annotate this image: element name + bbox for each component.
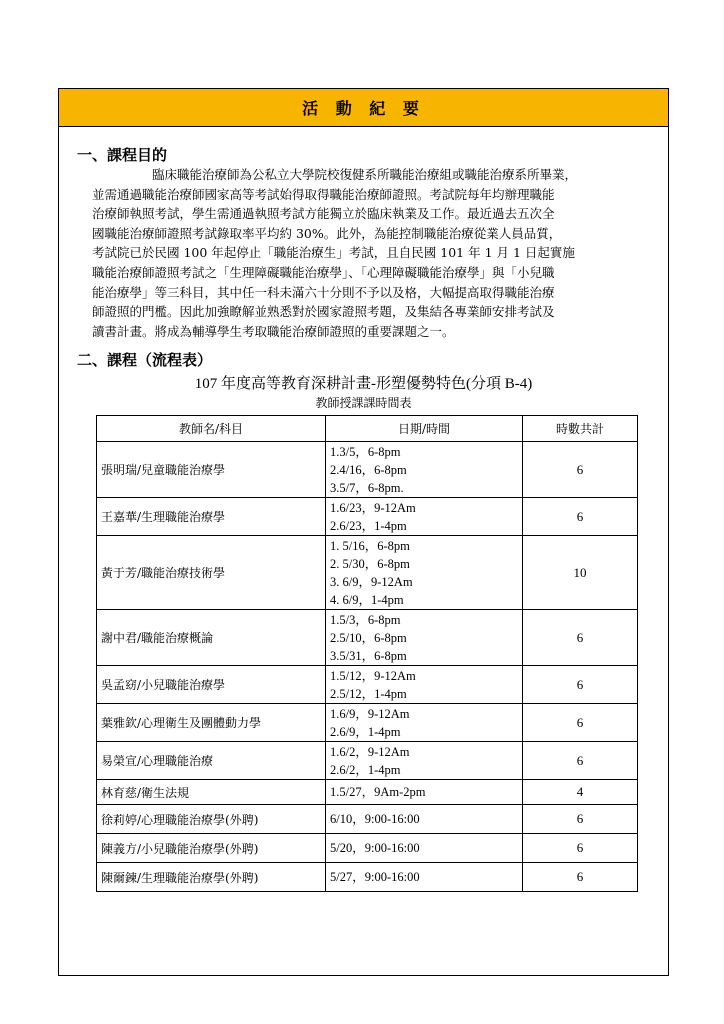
- date-cell: [326, 442, 523, 498]
- date-entry: 3. 6/9，9-12Am: [330, 574, 413, 589]
- hours-cell: 6: [523, 704, 638, 742]
- table-row: [97, 742, 638, 780]
- hours-cell: 6: [523, 805, 638, 834]
- table-row: [97, 610, 638, 666]
- date-cell: [326, 536, 523, 610]
- paragraph-line: 並需通過職能治療師國家高等考試始得取得職能治療師證照。考試院每年均辦理職能: [92, 186, 555, 202]
- teacher-cell: 陳義方/小兒職能治療學(外聘): [97, 834, 326, 863]
- hours-cell: 4: [523, 780, 638, 805]
- hours-cell: 6: [523, 498, 638, 536]
- date-entry: 2.6/23，1-4pm: [330, 518, 407, 533]
- date-entry: 3.5/7，6-8pm.: [330, 480, 404, 495]
- date-cell: [326, 780, 523, 805]
- hours-cell: 6: [523, 834, 638, 863]
- column-header-date: 日期/時間: [326, 416, 523, 442]
- hours-cell: 6: [523, 863, 638, 892]
- date-entry: 6/10，9:00-16:00: [330, 812, 420, 826]
- date-cell: [326, 834, 523, 863]
- banner-title: 活 動 紀 要: [59, 89, 668, 127]
- table-row: [97, 863, 638, 892]
- paragraph-line: 考試院已於民國 100 年起停止「職能治療生」考試，且自民國 101 年 1 月 1 日起實施: [92, 245, 575, 261]
- teacher-cell: 徐莉婷/心理職能治療學(外聘): [97, 805, 326, 834]
- table-body: [97, 442, 638, 892]
- table-row: [97, 780, 638, 805]
- table-row: [97, 666, 638, 704]
- teacher-cell: 謝中君/職能治療概論: [97, 610, 326, 666]
- paragraph-line: 師證照的門檻。因此加強瞭解並熟悉對於國家證照考題，及集結各專業師安排考試及: [92, 304, 555, 320]
- hours-cell: 6: [523, 610, 638, 666]
- date-cell: [326, 610, 523, 666]
- table-row: [97, 805, 638, 834]
- date-entry: 1.5/27，9Am-2pm: [330, 785, 426, 799]
- section1-paragraph: [92, 165, 640, 341]
- teacher-cell: 黃于芳/職能治療技術學: [97, 536, 326, 610]
- teacher-cell: 王嘉華/生理職能治療學: [97, 498, 326, 536]
- table-title: 107 年度高等教育深耕計畫-形塑優勢特色(分項 B-4): [194, 376, 533, 392]
- document-frame: [58, 88, 669, 976]
- paragraph-line: 國職能治療師證照考試錄取率平均約 30%。此外，為能控制職能治療從業人員品質，: [92, 225, 562, 241]
- column-header-hours: 時數共計: [523, 416, 638, 442]
- date-entry: 4. 6/9，1-4pm: [330, 592, 404, 607]
- paragraph-line: 能治療學」等三科目，其中任一科未滿六十分則不予以及格，大幅提高取得職能治療: [92, 284, 555, 300]
- paragraph-line: 臨床職能治療師為公私立大學院校復健系所職能治療組或職能治療系所畢業，: [152, 167, 578, 182]
- date-entry: 2.5/12，1-4pm: [330, 686, 407, 701]
- date-entry: 1.6/2，9-12Am: [330, 744, 410, 759]
- date-entry: 1.5/12，9-12Am: [330, 668, 416, 683]
- date-entry: 1. 5/16，6-8pm: [330, 538, 410, 553]
- date-cell: [326, 704, 523, 742]
- paragraph-line: 職能治療師證照考試之「生理障礙職能治療學」、「心理障礙職能治療學」與「小兒職: [92, 264, 555, 280]
- table-row: [97, 704, 638, 742]
- section2-heading: 二、課程（流程表）: [77, 351, 213, 369]
- paragraph-line: 讀書計畫。將成為輔導學生考取職能治療師證照的重要課題之一。: [92, 323, 455, 339]
- date-cell: [326, 666, 523, 704]
- date-entry: 3.5/31，6-8pm: [330, 648, 407, 663]
- table-row: [97, 536, 638, 610]
- hours-cell: 10: [523, 536, 638, 610]
- table-row: [97, 834, 638, 863]
- date-entry: 2. 5/30，6-8pm: [330, 556, 410, 571]
- section1-heading: 一、課程目的: [77, 146, 168, 164]
- date-entry: 5/20，9:00-16:00: [330, 841, 420, 855]
- hours-cell: 6: [523, 666, 638, 704]
- date-entry: 1.5/3，6-8pm: [330, 612, 401, 627]
- teacher-cell: 陳爾鍊/生理職能治療學(外聘): [97, 863, 326, 892]
- date-entry: 1.6/9，9-12Am: [330, 706, 410, 721]
- teacher-cell: 易榮宣/心理職能治療: [97, 742, 326, 780]
- teacher-cell: 林育慈/衛生法規: [97, 780, 326, 805]
- date-entry: 2.4/16，6-8pm: [330, 462, 407, 477]
- table-row: [97, 442, 638, 498]
- date-entry: 2.5/10，6-8pm: [330, 630, 407, 645]
- date-entry: 1.3/5，6-8pm: [330, 444, 401, 459]
- date-entry: 2.6/9，1-4pm: [330, 724, 401, 739]
- teacher-cell: 吳孟窈/小兒職能治療學: [97, 666, 326, 704]
- date-cell: [326, 805, 523, 834]
- hours-cell: 6: [523, 742, 638, 780]
- date-cell: [326, 498, 523, 536]
- date-entry: 2.6/2，1-4pm: [330, 762, 401, 777]
- date-entry: 5/27，9:00-16:00: [330, 870, 420, 884]
- table-header-row: [97, 416, 638, 442]
- date-cell: [326, 863, 523, 892]
- paragraph-line: 治療師執照考試，學生需通過執照考試方能獨立於臨床執業及工作。最近過去五次全: [92, 206, 555, 222]
- table-row: [97, 498, 638, 536]
- teacher-cell: 張明瑞/兒童職能治療學: [97, 442, 326, 498]
- hours-cell: 6: [523, 442, 638, 498]
- teacher-cell: 葉雅欽/心理衛生及團體動力學: [97, 704, 326, 742]
- column-header-teacher: 教師名/科目: [97, 416, 326, 442]
- date-cell: [326, 742, 523, 780]
- date-entry: 1.6/23，9-12Am: [330, 500, 416, 515]
- table-subtitle: 教師授課課時間表: [315, 396, 412, 410]
- schedule-table: [96, 415, 638, 892]
